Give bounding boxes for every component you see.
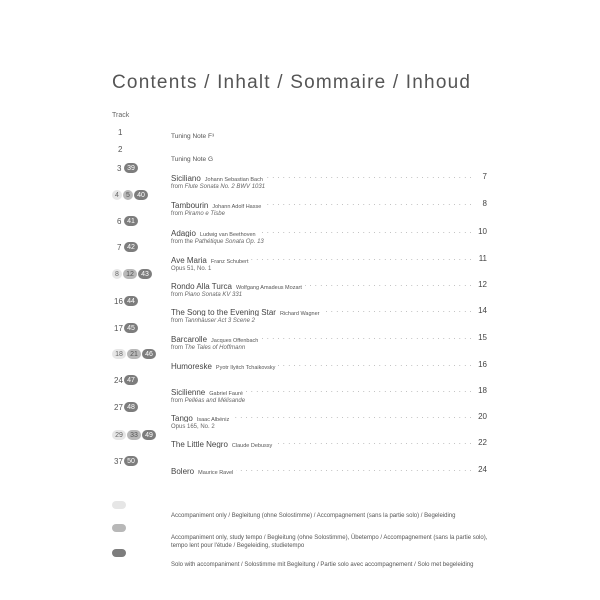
track-pill: 48 — [124, 402, 138, 412]
track-pill: 8 — [112, 269, 122, 279]
page-number: 24 — [475, 465, 487, 475]
track-cluster — [112, 323, 164, 335]
piece-title-text: Siciliano — [171, 174, 201, 182]
piece-source-prefix: Opus 51, No. 1 — [171, 266, 212, 272]
page-number: 7 — [480, 172, 487, 182]
page-title: Contents / Inhalt / Sommaire / Inhoud — [112, 72, 472, 93]
entry-line — [171, 254, 487, 264]
contents-entry — [171, 360, 487, 370]
piece-title — [171, 414, 232, 422]
contents-entry — [171, 254, 487, 274]
track-pill: 47 — [124, 375, 138, 385]
track-cluster — [112, 216, 164, 228]
piece-title — [171, 201, 264, 209]
piece-title-text: The Song to the Evening Star — [171, 308, 276, 316]
piece-source — [171, 210, 487, 219]
track-pill: 42 — [124, 242, 138, 252]
piece-source — [171, 344, 487, 353]
piece-source-prefix: from — [171, 398, 185, 404]
piece-source-work: Pathétique Sonata Op. 13 — [194, 239, 264, 245]
piece-title-text: Rondo Alla Turca — [171, 282, 232, 290]
piece-source-prefix: from — [171, 345, 185, 351]
legend-description: Accompaniment only / Begleitung (ohne Solostimme) / Accompagnement (sans la partie solo) / Begeleiding — [171, 513, 456, 519]
piece-title — [171, 308, 323, 316]
track-cluster — [112, 242, 164, 254]
composer-name: Claude Debussy — [231, 443, 273, 448]
tuning-note-label: Tuning Note F³ — [171, 133, 215, 140]
piece-title-text: The Little Negro — [171, 440, 228, 448]
piece-title-text: Bolero — [171, 467, 195, 475]
contents-entry — [171, 438, 487, 448]
track-pill: 44 — [124, 296, 138, 306]
piece-source-work: Flute Sonata No. 2 BWV 1031 — [184, 184, 266, 190]
track-pill: 5 — [123, 190, 133, 200]
piece-source-prefix: from — [171, 318, 185, 324]
page-number: 8 — [480, 199, 487, 209]
track-cluster — [112, 163, 164, 175]
entry-line — [171, 333, 487, 343]
composer-name: Pyotr Ilyitch Tchaikovsky — [215, 365, 276, 370]
entry-line — [171, 465, 487, 475]
track-pill: 4 — [112, 190, 122, 200]
piece-source-prefix: from — [171, 184, 185, 190]
piece-source — [171, 291, 487, 300]
page-number: 20 — [475, 412, 487, 422]
legend-swatch-icon — [112, 524, 126, 532]
entry-line — [171, 306, 487, 316]
track-number — [112, 127, 164, 139]
track-number-plain: 1 — [118, 128, 123, 137]
piece-title — [171, 388, 246, 396]
page-number: 14 — [475, 306, 487, 316]
composer-name: Isaac Albéniz — [196, 417, 230, 422]
track-number-plain: 3 — [117, 164, 122, 173]
contents-entry — [171, 306, 487, 326]
track-cluster — [112, 456, 164, 468]
track-number-plain: 6 — [117, 217, 122, 226]
track-pill: 33 — [127, 430, 141, 440]
page-number: 12 — [475, 280, 487, 290]
piece-source-prefix: from — [171, 292, 185, 298]
track-cluster — [112, 269, 164, 281]
piece-title-text: Adagio — [171, 229, 196, 237]
entry-line — [171, 199, 487, 209]
contents-entry — [171, 227, 487, 247]
piece-title-text: Tango — [171, 414, 193, 422]
piece-source — [171, 183, 487, 192]
piece-title-text: Barcarolle — [171, 335, 208, 343]
piece-source — [171, 423, 487, 432]
composer-name: Ludwig van Beethoven — [199, 232, 256, 237]
piece-source — [171, 265, 487, 274]
track-pill: 40 — [134, 190, 148, 200]
piece-source-prefix: Opus 165, No. 2 — [171, 424, 215, 430]
piece-source-prefix: from the — [171, 239, 195, 245]
track-cluster — [112, 402, 164, 414]
track-number-plain: 24 — [114, 376, 123, 385]
track-number-plain: 16 — [114, 297, 123, 306]
contents-entry — [171, 465, 487, 475]
piece-title — [171, 282, 305, 290]
entry-line — [171, 227, 487, 237]
track-pill: 45 — [124, 323, 138, 333]
piece-title — [171, 229, 259, 237]
entry-line — [171, 280, 487, 290]
piece-title — [171, 256, 251, 264]
piece-title-text: Ave Maria — [171, 256, 207, 264]
contents-entry — [171, 386, 487, 406]
piece-source — [171, 238, 487, 247]
piece-title — [171, 440, 275, 448]
piece-title-text: Sicilienne — [171, 388, 206, 396]
track-number-plain: 2 — [118, 145, 123, 154]
piece-source-work: Piramo e Tisbe — [184, 211, 225, 217]
entry-line — [171, 412, 487, 422]
entry-line — [171, 386, 487, 396]
contents-entry — [171, 412, 487, 432]
track-number-plain: 37 — [114, 457, 123, 466]
page-number: 11 — [476, 254, 487, 264]
contents-entry — [171, 199, 487, 219]
composer-name: Jacques Offenbach — [211, 338, 259, 343]
piece-title — [171, 335, 261, 343]
legend-description: Accompaniment only, study tempo / Begleitung (ohne Solostimme), Übetempo / Accompagnement (sans la partie solo), tempo lent pour l'étude / Begeleiding, studietempo — [171, 535, 488, 549]
track-pill: 18 — [112, 349, 126, 359]
piece-source-work: The Tales of Hoffmann — [184, 345, 246, 351]
track-column-header: Track — [112, 112, 130, 119]
entry-line — [171, 172, 487, 182]
piece-title-text: Humoreske — [171, 362, 212, 370]
composer-name: Maurice Ravel — [198, 470, 234, 475]
track-cluster — [112, 349, 164, 361]
piece-source — [171, 397, 487, 406]
legend-description: Solo with accompaniment / Solostimme mit Begleitung / Partie solo avec accompagnement / Solo met begeleiding — [171, 562, 474, 568]
entry-line — [171, 438, 487, 448]
track-number-plain: 7 — [117, 243, 122, 252]
composer-name: Johann Adolf Hasse — [212, 204, 262, 209]
track-cluster — [112, 430, 164, 442]
piece-title — [171, 362, 278, 370]
composer-name: Richard Wagner — [279, 311, 320, 316]
piece-title — [171, 467, 236, 475]
piece-source — [171, 317, 487, 326]
track-number — [112, 144, 164, 156]
contents-entry — [171, 172, 487, 192]
track-number-plain: 27 — [114, 403, 123, 412]
piece-title — [171, 174, 266, 182]
track-pill: 12 — [123, 269, 137, 279]
track-pill: 50 — [124, 456, 138, 466]
composer-name: Johann Sebastian Bach — [204, 177, 263, 182]
page-number: 18 — [475, 386, 487, 396]
tuning-note-label: Tuning Note G — [171, 156, 214, 163]
page-number: 15 — [475, 333, 487, 343]
composer-name: Wolfgang Amadeus Mozart — [235, 285, 302, 290]
page-number: 16 — [475, 360, 487, 370]
composer-name: Gabriel Fauré — [209, 391, 243, 396]
piece-title-text: Tambourin — [171, 201, 209, 209]
page-number: 10 — [475, 227, 487, 237]
legend-swatch-icon — [112, 549, 126, 557]
track-pill: 49 — [142, 430, 156, 440]
track-cluster — [112, 296, 164, 308]
composer-name: Franz Schubert — [210, 259, 249, 264]
piece-source-work: Tannhäuser Act 3 Scene 2 — [184, 318, 255, 324]
track-pill: 29 — [112, 430, 126, 440]
track-pill: 21 — [127, 349, 141, 359]
contents-entry — [171, 333, 487, 353]
contents-entry — [171, 280, 487, 300]
piece-source-work: Pelléas and Mélisande — [184, 398, 246, 404]
piece-source-work: Piano Sonata KV 331 — [184, 292, 243, 298]
track-cluster — [112, 190, 164, 202]
track-cluster — [112, 375, 164, 387]
track-pill: 46 — [142, 349, 156, 359]
track-number-plain: 17 — [114, 324, 123, 333]
entry-line — [171, 360, 487, 370]
legend-swatch-icon — [112, 501, 126, 509]
track-pill: 43 — [138, 269, 152, 279]
piece-source-prefix: from — [171, 211, 185, 217]
track-pill: 41 — [124, 216, 138, 226]
page-number: 22 — [475, 438, 487, 448]
track-pill: 39 — [124, 163, 138, 173]
